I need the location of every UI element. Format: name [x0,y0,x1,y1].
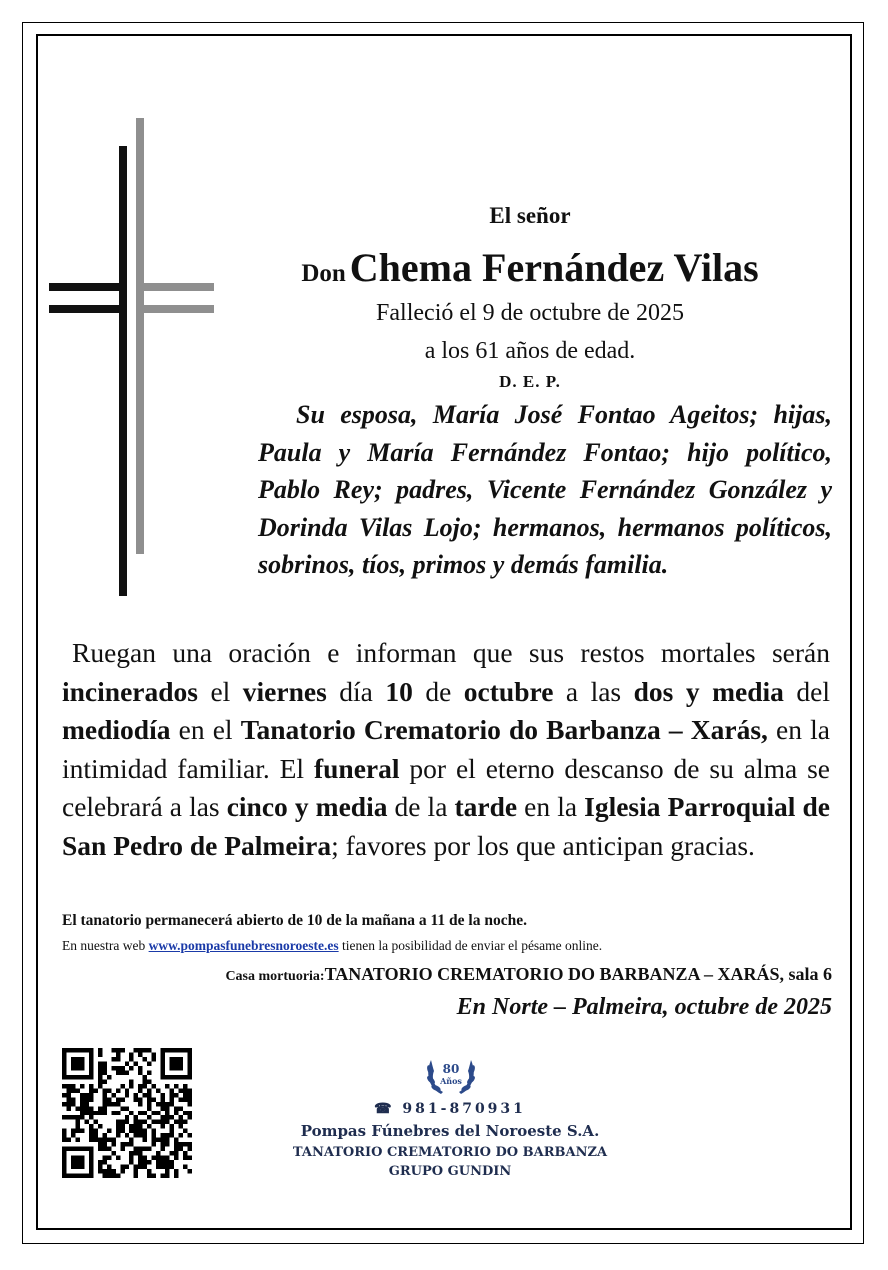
dep-label: D. E. P. [499,372,561,391]
deceased-name-line [230,244,830,291]
ceremony-details: Ruegan una oración e informan que sus restos mortales serán incinerados el viernes día 10 de octubre a las dos y media del mediodía en el Tanatorio Crematorio do Barbanza – Xarás, en la intimidad familiar. El funeral por el eterno descanso de su alma se celebrará a las cinco y media de la tarde en la Iglesia Parroquial de San Pedro de Palmeira; favores por los que anticipan gracias. [62,637,830,861]
family-list: Su esposa, María José Fontao Ageitos; hijas, Paula y María Fernández Fontao; hijo político, Pablo Rey; padres, Vicente Fernández González y Dorinda Vilas Lojo; hermanos, hermanos políticos, sobrinos, tíos, primos y demás familia. [258,400,832,579]
cross-gray-horizontal-top [136,283,214,291]
notice-title: El señor [489,203,571,228]
emblem-word: Años [440,1076,462,1086]
age-line: a los 61 años de edad. [424,338,636,364]
company-name: Pompas Fúnebres del Noroeste S.A. [300,1122,600,1140]
honorific: Don [301,260,346,287]
anniversary-emblem [419,1044,483,1100]
website-link[interactable]: www.pompasfunebresnoroeste.es [148,938,339,953]
cross-black-horizontal-top [49,283,127,291]
funeral-home-line [225,964,832,985]
cross-gray-vertical [136,118,144,554]
company-phone[interactable]: ☎ 981-870931 [374,1101,526,1117]
casa-value: TANATORIO CREMATORIO DO BARBANZA – XARÁS, sala 6 [324,964,832,984]
emblem-number: 80 [442,1062,460,1076]
place-date: En Norte – Palmeira, octubre de 2025 [456,994,832,1020]
cross-gray-horizontal-bottom [136,305,214,313]
casa-label: Casa mortuoria: [225,969,325,984]
cross-black-vertical [119,146,127,596]
tanatorio-hours: El tanatorio permanecerá abierto de 10 de la mañana a 11 de la noche. [62,912,527,929]
death-date: Falleció el 9 de octubre de 2025 [376,300,684,326]
telephone-icon: ☎ [374,1101,395,1117]
qr-code[interactable] [62,1048,192,1178]
company-tanatorio: TANATORIO CREMATORIO DO BARBANZA [292,1145,608,1160]
web-condolence-note: En nuestra web www.pompasfunebresnoroeste.es tienen la posibilidad de enviar el pésame online. [62,938,603,953]
deceased-name: Chema Fernández Vilas [349,245,759,290]
cross-black-horizontal-bottom [49,305,127,313]
company-group: GRUPO GUNDIN [388,1164,512,1179]
